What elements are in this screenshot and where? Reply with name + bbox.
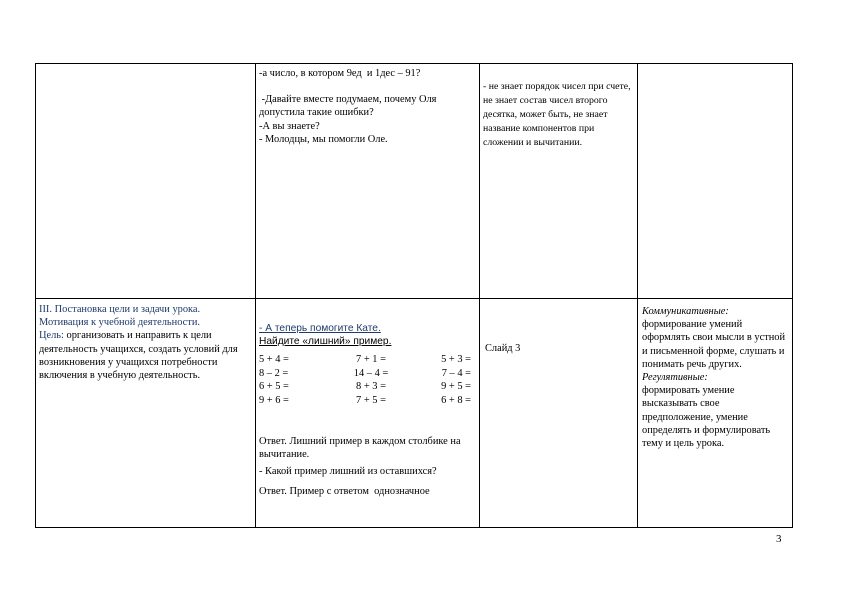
example: 7 + 1 = [356,354,386,366]
example: 9 + 6 = [259,394,289,406]
teacher-line: -А вы знаете? [259,120,320,132]
example: 9 + 5 = [441,381,471,393]
task-instruction: Найдите «лишний» пример. [259,336,392,348]
example: 14 – 4 = [353,367,389,379]
stage-cell [36,299,256,528]
slide-reference: Слайд 3 [485,343,521,354]
student-answer: - не знает порядок чисел при счете, не знает состав чисел второго десятка, может быть, не знает название компонентов при сложении и вычитании. [483,81,631,148]
uud-cell [638,299,793,528]
answer-text: Ответ. Лишний пример в каждом столбике на вычитание. [259,436,464,461]
example: 5 + 4 = [259,354,289,366]
reg-title: Регулятивные: [642,372,708,384]
example: 6 + 5 = [259,381,289,393]
task-intro: - А теперь помогите Кате. [259,323,381,334]
example: 7 – 4 = [441,367,471,379]
page-number: 3 [776,533,782,545]
goal-text: организовать и направить к цели деятельность учащихся, создать условий для возникновения у учащихся потребности включения в учебную деятельность. [39,330,241,382]
examples-row [259,380,473,393]
example: 5 + 3 = [441,354,471,366]
table-row [36,64,793,299]
example: 8 – 2 = [259,367,289,379]
teacher-activity-cell [256,299,480,528]
comm-title: Коммуникативные: [642,306,729,317]
student-activity-cell [480,299,638,528]
uud-cell [638,64,793,299]
examples-row [259,353,473,366]
student-activity-cell [480,64,638,299]
reg-text: формировать умение высказывать свое предположение, умение определять и формулировать тему и цель урока. [642,385,773,450]
examples-row [259,394,473,407]
example: 7 + 5 = [356,394,386,406]
teacher-line: -Давайте вместе подумаем, почему Оля допустила такие ошибки? [259,94,440,119]
stage-title: III. Постановка цели и задачи урока. Мотивация к учебной деятельности. [39,304,203,329]
teacher-activity-cell [256,64,480,299]
goal-label: Цель: [39,330,64,342]
table-row [36,299,793,528]
question-text: - Какой пример лишний из оставшихся? [259,466,437,478]
answer-text: Ответ. Пример с ответом однозначное [259,485,430,497]
examples-grid [259,353,473,407]
teacher-line: - Молодцы, мы помогли Оле. [259,133,388,145]
stage-cell [36,64,256,299]
example: 8 + 3 = [356,381,386,393]
lesson-table [35,63,793,528]
examples-row [259,367,473,380]
comm-text: формирование умений оформлять свои мысли в устной и письменной форме, слушать и понимать речь других. [642,319,788,370]
example: 6 + 8 = [441,394,471,406]
teacher-line: -а число, в котором 9ед и 1дес – 91? [259,68,421,79]
